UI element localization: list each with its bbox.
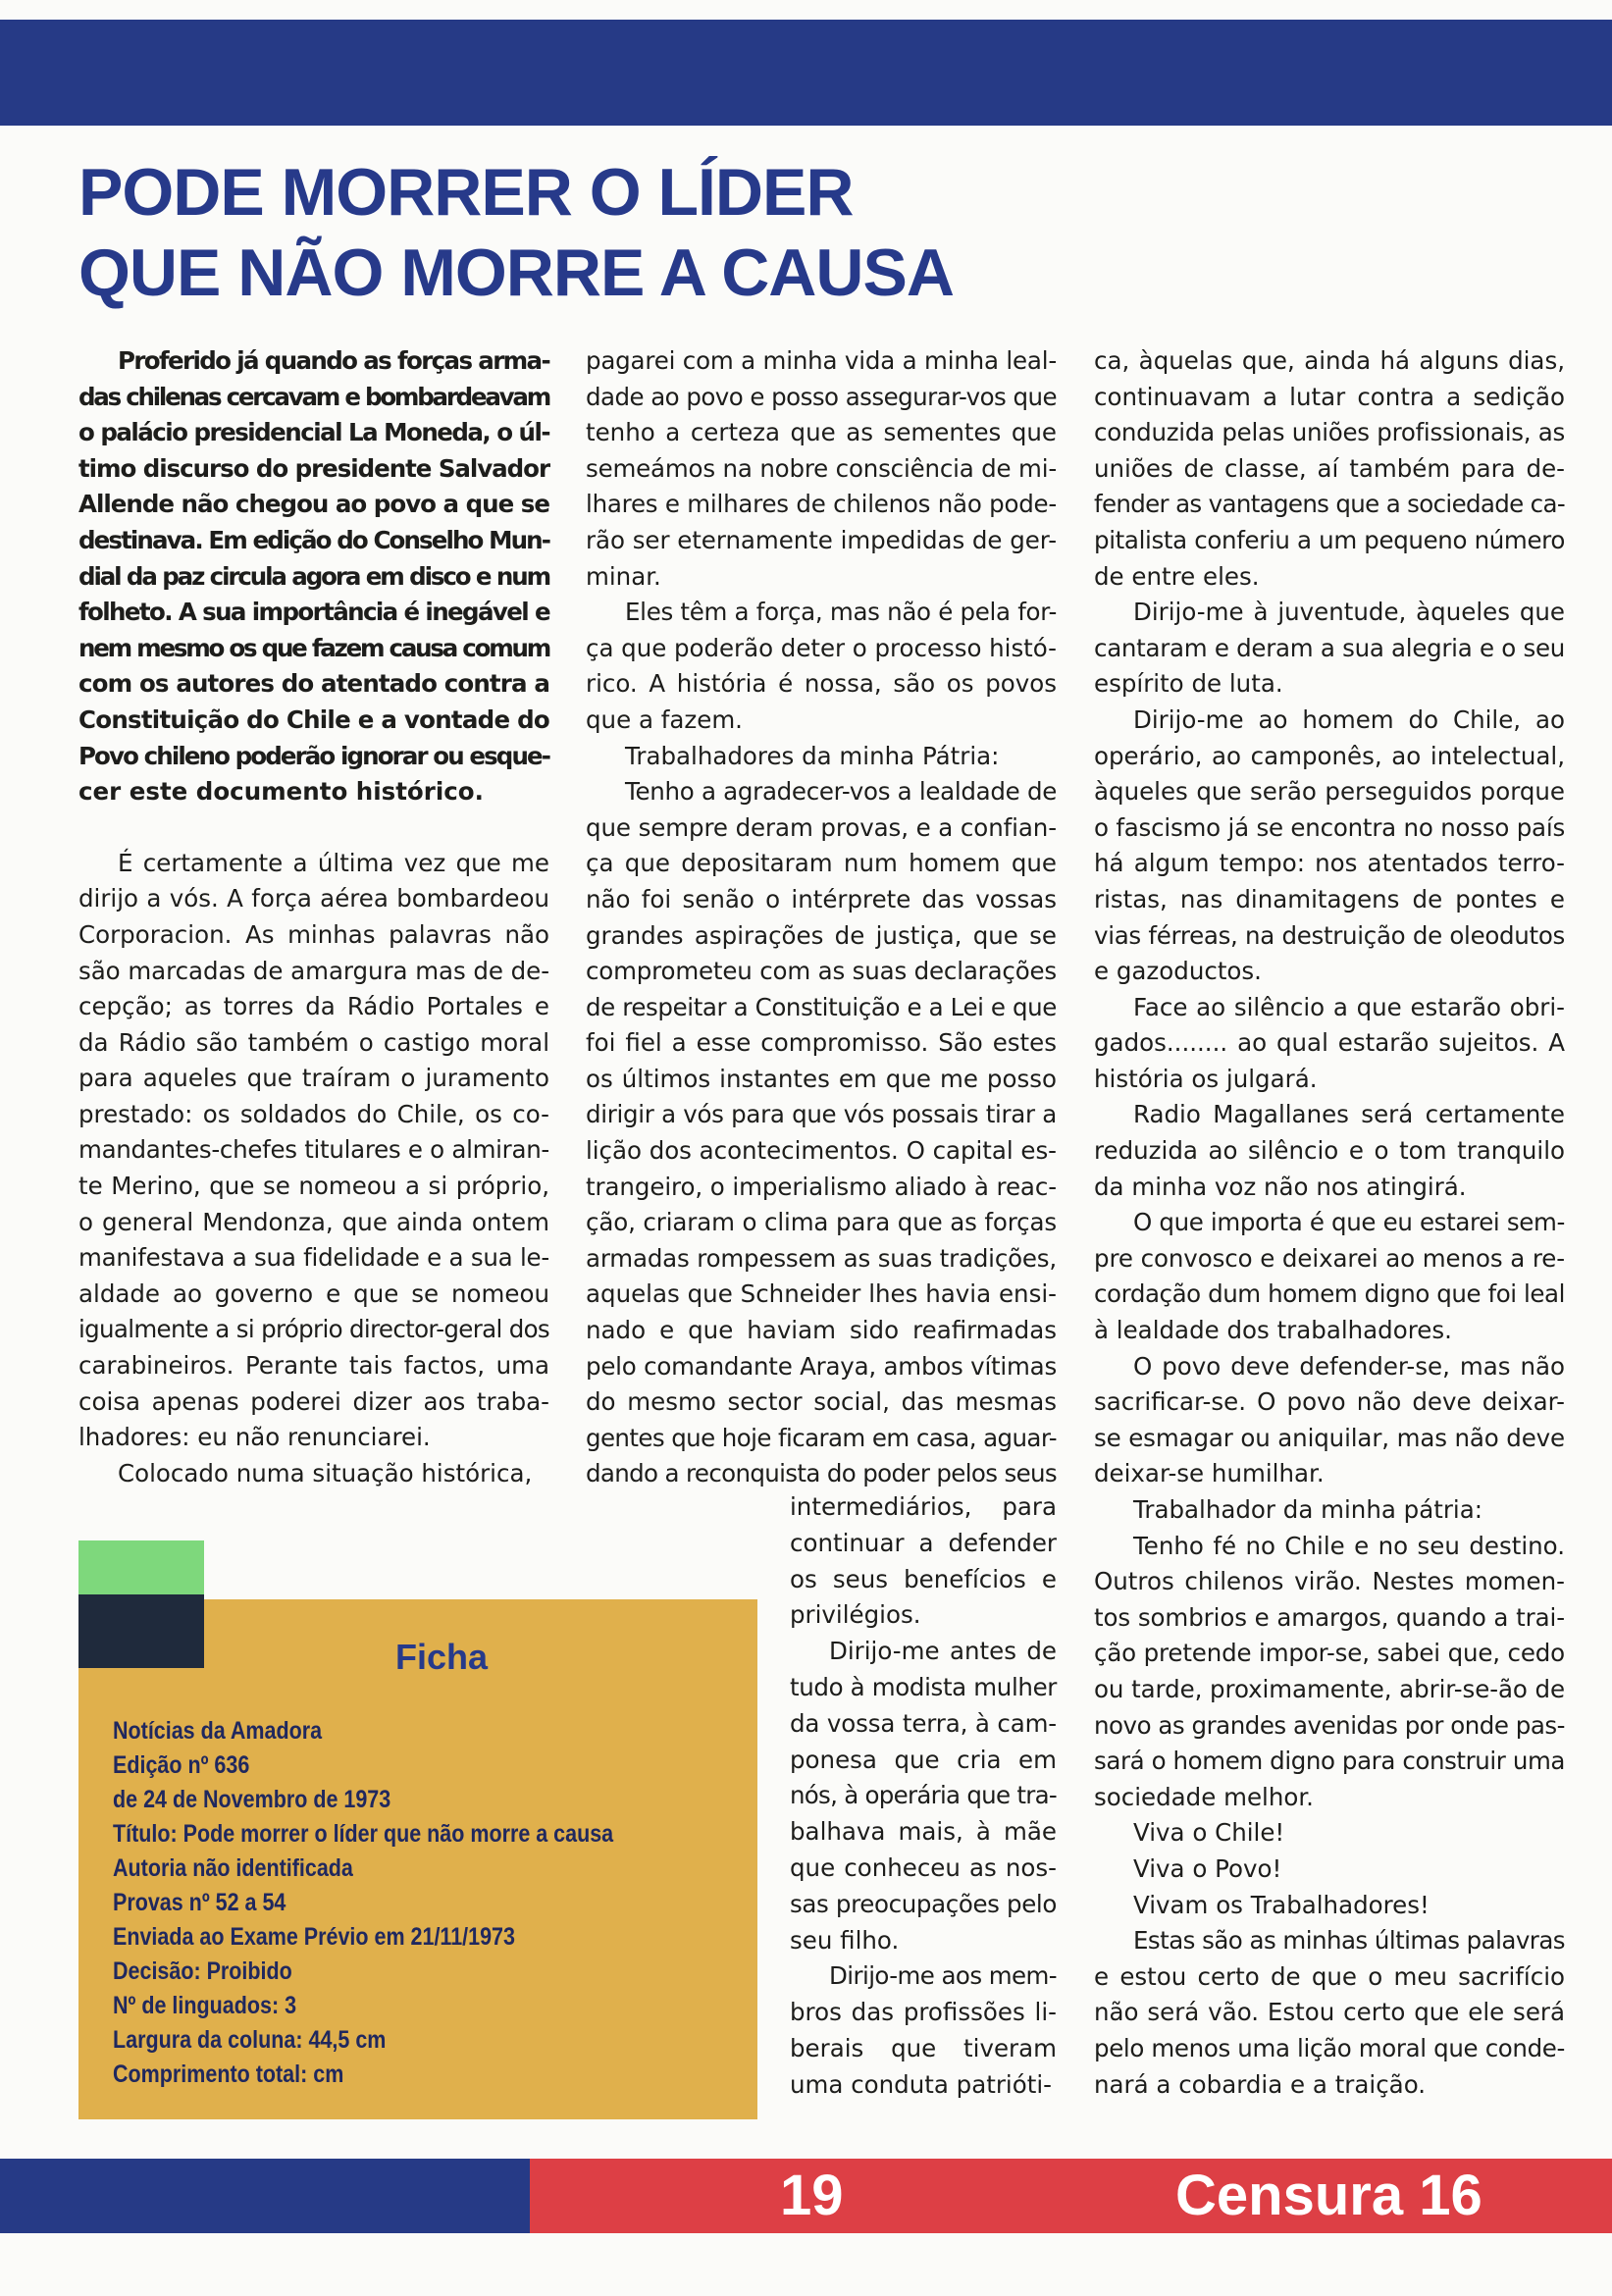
text-line: à lealdade dos trabalhadores. xyxy=(1094,1316,1452,1345)
text-line: dirigir a vós para que vós possais tirar a xyxy=(586,1100,1057,1129)
speech-paragraph: Vivam os Trabalhadores! xyxy=(1133,1890,1430,1919)
text-line: espírito de luta. xyxy=(1094,669,1283,699)
text-line: que a fazem. xyxy=(586,704,743,734)
text-line: reduzida ao silêncio e o tom tranquilo xyxy=(1094,1136,1565,1166)
text-line: Outros chilenos virão. Nestes momen- xyxy=(1094,1567,1565,1596)
text-line: os seus benefícios e xyxy=(790,1564,1057,1593)
text-line: privilégios. xyxy=(790,1600,921,1630)
text-line: sas preocupações pelo xyxy=(790,1889,1057,1918)
text-line: dade ao povo e posso assegurar-vos que xyxy=(586,382,1057,411)
speech-paragraph xyxy=(1094,343,1565,595)
text-line: Constituição do Chile e a vontade do xyxy=(78,704,549,734)
text-line: ça que poderão deter o processo histó- xyxy=(586,633,1057,662)
text-line: coisa apenas poderei dizer aos traba- xyxy=(78,1386,549,1416)
text-line: balhava mais, à mãe xyxy=(790,1817,1057,1847)
text-line: aldade ao governo e que se nomeou xyxy=(78,1278,549,1308)
speech-paragraph xyxy=(586,595,1057,738)
text-line: os últimos instantes em que me posso xyxy=(586,1064,1057,1093)
text-line: seu filho. xyxy=(790,1925,900,1955)
text-line: conduzida pelas uniões profissionais, as xyxy=(1094,418,1565,447)
text-line: pagarei com a minha vida a minha leal- xyxy=(586,346,1057,375)
text-line: rico. A história é nossa, são os povos xyxy=(586,669,1057,699)
ficha-accent-green xyxy=(78,1540,204,1594)
text-line: continuar a defender xyxy=(790,1528,1057,1557)
text-line: Tenho a agradecer-vos a lealdade de xyxy=(625,777,1057,807)
text-line: foi fiel a esse compromisso. São estes xyxy=(586,1028,1057,1058)
text-line: trangeiro, o imperialismo aliado à reac- xyxy=(586,1172,1057,1201)
text-line: que conheceu as nos- xyxy=(790,1852,1057,1882)
speech-paragraph xyxy=(1094,1349,1565,1492)
ficha-accent-dark xyxy=(78,1594,204,1668)
speech-paragraph xyxy=(1094,595,1565,703)
speech-paragraph: Colocado numa situação histórica, xyxy=(118,1458,533,1487)
text-line: lhadores: eu não renunciarei. xyxy=(78,1423,431,1452)
speech-paragraph xyxy=(1094,1097,1565,1205)
title-line: PODE MORRER O LÍDER xyxy=(78,155,854,230)
text-line: gentes que hoje ficaram em casa, aguar- xyxy=(586,1423,1057,1452)
ficha-details xyxy=(113,1714,613,2092)
text-line: ca, àquelas que, ainda há alguns dias, xyxy=(1094,346,1565,375)
text-line: da vossa terra, à cam- xyxy=(790,1708,1057,1738)
text-line: ção pretende impor-se, sabei que, cedo xyxy=(1094,1639,1565,1668)
text-line: pelo comandante Araya, ambos vítimas xyxy=(586,1351,1057,1381)
text-line: grandes aspirações de justiça, que se xyxy=(586,920,1057,950)
text-line: Face ao silêncio a que estarão obri- xyxy=(1133,992,1565,1021)
speech-paragraph: Trabalhador da minha pátria: xyxy=(1133,1495,1482,1524)
section-title: Censura 16 xyxy=(1175,2164,1482,2227)
text-line: dando a reconquista do poder pelos seus xyxy=(586,1459,1057,1488)
ficha-line: Edição nº 636 xyxy=(113,1751,250,1779)
text-line: dial da paz circula agora em disco e num xyxy=(78,561,549,591)
text-line: da Rádio são também o castigo moral xyxy=(78,1027,549,1057)
text-line: bros das profissões li- xyxy=(790,1998,1057,2027)
text-line: intermediários, para xyxy=(790,1492,1057,1521)
text-line: o palácio presidencial La Moneda, o úl- xyxy=(78,418,549,447)
text-line: O povo deve defender-se, mas não xyxy=(1133,1351,1565,1381)
text-line: carabineiros. Perante tais factos, uma xyxy=(78,1351,549,1381)
text-line: novo as grandes avenidas por onde pas- xyxy=(1094,1710,1565,1740)
text-line: tudo à modista mulher xyxy=(790,1672,1057,1701)
text-line: sociedade melhor. xyxy=(1094,1782,1314,1811)
text-line: sará o homem digno para construir uma xyxy=(1094,1747,1565,1776)
text-line: dirijo a vós. A força aérea bombardeou xyxy=(78,884,549,913)
title-line: QUE NÃO MORRE A CAUSA xyxy=(78,235,954,310)
text-line: É certamente a última vez que me xyxy=(118,848,549,877)
speech-paragraph: Viva o Povo! xyxy=(1133,1853,1282,1883)
text-line: que sempre deram provas, e a confian- xyxy=(586,812,1057,842)
speech-paragraph xyxy=(1094,1205,1565,1348)
text-line: tos sombrios e amargos, quando a trai- xyxy=(1094,1602,1566,1632)
text-line: nem mesmo os que fazem causa comum xyxy=(78,633,549,662)
text-line: ou tarde, proximamente, abrir-se-ão de xyxy=(1094,1674,1565,1703)
text-line: Dirijo-me ao homem do Chile, ao xyxy=(1133,704,1565,734)
article-title xyxy=(78,152,954,313)
text-line: O que importa é que eu estarei sem- xyxy=(1133,1208,1565,1237)
ficha-line: Notícias da Amadora xyxy=(113,1717,323,1745)
text-line: te Merino, que se nomeou a si próprio, xyxy=(78,1172,549,1201)
text-line: Estas são as minhas últimas palavras xyxy=(1133,1926,1565,1956)
speech-paragraph xyxy=(1094,1529,1565,1816)
text-line: do mesmo sector social, das mesmas xyxy=(586,1387,1057,1417)
text-line: semeámos na nobre consciência de mi- xyxy=(586,453,1057,483)
text-line: folheto. A sua importância é inegável e xyxy=(78,598,549,627)
text-line: cantaram e deram a sua alegria e o seu xyxy=(1094,633,1565,662)
ficha-line: Enviada ao Exame Prévio em 21/11/1973 xyxy=(113,1923,515,1951)
text-line: nará a cobardia e a traição. xyxy=(1094,2069,1427,2099)
text-line: ça que depositaram num homem que xyxy=(586,849,1057,878)
intro-paragraph xyxy=(78,343,549,810)
text-line: cepção; as torres da Rádio Portales e xyxy=(78,992,549,1021)
top-banner xyxy=(0,20,1612,126)
text-line: continuavam a lutar contra a sedição xyxy=(1094,382,1565,411)
speech-paragraph xyxy=(586,343,1057,595)
ficha-line: Título: Pode morrer o líder que não morre a causa xyxy=(113,1820,614,1848)
text-line: o fascismo já se encontra no nosso país xyxy=(1094,812,1565,842)
speech-paragraph: Viva o Chile! xyxy=(1133,1818,1285,1848)
text-line: Dirijo-me à juventude, àqueles que xyxy=(1133,598,1565,627)
text-line: cordação dum homem digno que foi leal xyxy=(1094,1279,1565,1309)
text-line: Dirijo-me aos mem- xyxy=(829,1961,1057,1991)
text-line: sacrificar-se. O povo não deve deixar- xyxy=(1094,1387,1565,1417)
text-line: aquelas que Schneider lhes havia ensi- xyxy=(586,1279,1057,1309)
text-line: o general Mendonza, que ainda ontem xyxy=(78,1207,549,1236)
text-line: não será vão. Estou certo que ele será xyxy=(1094,1998,1565,2027)
speech-paragraph xyxy=(790,1634,1057,1958)
text-line: destinava. Em edição do Conselho Mun- xyxy=(78,525,549,554)
column-3 xyxy=(1094,343,1565,2103)
speech-paragraph xyxy=(1094,1923,1565,2103)
text-line: há algum tempo: nos atentados terro- xyxy=(1094,849,1565,878)
text-line: Radio Magallanes será certamente xyxy=(1133,1100,1565,1129)
page-number: 19 xyxy=(780,2164,844,2227)
ficha-line: Comprimento total: cm xyxy=(113,2061,344,2088)
speech-paragraph xyxy=(790,1489,1057,1634)
text-line: Proferido já quando as forças arma- xyxy=(118,346,549,375)
text-line: uniões de classe, aí também para de- xyxy=(1094,453,1565,483)
ficha-line: Autoria não identificada xyxy=(113,1854,353,1882)
speech-paragraph xyxy=(1094,703,1565,990)
text-line: se esmagar ou aniquilar, mas não deve xyxy=(1094,1423,1565,1452)
text-line: vias férreas, na destruição de oleodutos xyxy=(1094,920,1565,950)
text-line: tenho a certeza que as sementes que xyxy=(586,418,1057,447)
text-line: não foi senão o intérprete das vossas xyxy=(586,884,1057,913)
text-line: cer este documento histórico. xyxy=(78,777,484,807)
text-line: história os julgará. xyxy=(1094,1064,1318,1093)
text-line: pre convosco e deixarei ao menos a re- xyxy=(1094,1243,1565,1273)
text-line: ristas, nas dinamitagens de pontes e xyxy=(1094,884,1565,913)
column-1 xyxy=(78,343,549,1491)
text-line: de entre eles. xyxy=(1094,561,1260,591)
ficha-line: Decisão: Proibido xyxy=(113,1957,292,1985)
column-2 xyxy=(586,343,1057,1492)
speech-paragraph: Trabalhadores da minha Pátria: xyxy=(625,741,1000,770)
ficha-title: Ficha xyxy=(395,1637,489,1677)
text-line: lhares e milhares de chilenos não pode- xyxy=(586,490,1057,519)
text-line: mandantes-chefes titulares e o almiran- xyxy=(78,1135,549,1165)
speech-paragraph xyxy=(1094,990,1565,1098)
text-line: uma conduta patrióti- xyxy=(790,2069,1052,2099)
text-line: Povo chileno poderão ignorar ou esque- xyxy=(78,741,549,770)
text-line: manifestava a sua fidelidade e a sua le- xyxy=(78,1243,549,1273)
text-line: armadas rompessem as suas tradições, xyxy=(586,1243,1057,1273)
text-line: pelo menos uma lição moral que conde- xyxy=(1094,2033,1565,2062)
text-line: minar. xyxy=(586,561,661,591)
text-line: Eles têm a força, mas não é pela for- xyxy=(625,598,1057,627)
text-line: de respeitar a Constituição e a Lei e que xyxy=(586,992,1057,1021)
text-line: nado e que haviam sido reafirmadas xyxy=(586,1316,1057,1345)
ficha-line: de 24 de Novembro de 1973 xyxy=(113,1786,391,1813)
text-line: fender as vantagens que a sociedade ca- xyxy=(1094,490,1565,519)
text-line: igualmente a si próprio director-geral dos xyxy=(78,1315,549,1344)
text-line: deixar-se humilhar. xyxy=(1094,1459,1325,1488)
ficha-line: Largura da coluna: 44,5 cm xyxy=(113,2026,387,2054)
text-line: das chilenas cercavam e bombardeavam xyxy=(78,382,549,411)
text-line: nós, à operária que tra- xyxy=(790,1781,1057,1810)
text-line: berais que tiveram xyxy=(790,2033,1057,2062)
text-line: Allende não chegou ao povo a que se xyxy=(78,490,549,519)
text-line: e gazoductos. xyxy=(1094,957,1262,986)
speech-paragraph xyxy=(78,846,549,1456)
text-line: timo discurso do presidente Salvador xyxy=(78,453,549,483)
text-line: gados........ ao qual estarão sujeitos. A xyxy=(1094,1028,1565,1058)
text-line: rão ser eternamente impedidas de ger- xyxy=(586,525,1057,554)
ficha-line: Nº de linguados: 3 xyxy=(113,1992,297,2019)
text-line: prestado: os soldados do Chile, os co- xyxy=(78,1099,549,1128)
text-line: Dirijo-me antes de xyxy=(829,1637,1057,1666)
speech-paragraph xyxy=(586,774,1057,1492)
footer-bar-blue xyxy=(0,2159,530,2233)
ficha-line: Provas nº 52 a 54 xyxy=(113,1889,286,1916)
text-line: e estou certo de que o meu sacrifício xyxy=(1094,1961,1565,1991)
text-line: lição dos acontecimentos. O capital es- xyxy=(586,1136,1057,1166)
speech-paragraph xyxy=(790,1958,1057,2103)
text-line: ponesa que cria em xyxy=(790,1745,1057,1774)
text-line: comprometeu com as suas declarações xyxy=(586,957,1058,986)
text-line: com os autores do atentado contra a xyxy=(78,669,549,699)
text-line: pitalista conferiu a um pequeno número xyxy=(1094,525,1565,554)
text-line: àqueles que serão perseguidos porque xyxy=(1094,777,1565,807)
text-line: para aqueles que traíram o juramento xyxy=(78,1064,549,1093)
text-line: operário, ao camponês, ao intelectual, xyxy=(1094,741,1565,770)
text-line: ção, criaram o clima para que as forças xyxy=(586,1208,1057,1237)
text-line: da minha voz não nos atingirá. xyxy=(1094,1172,1467,1201)
text-line: Tenho fé no Chile e no seu destino. xyxy=(1133,1531,1565,1560)
text-line: são marcadas de amargura mas de de- xyxy=(78,956,549,985)
column-2-narrow xyxy=(790,1489,1057,2104)
text-line: Corporacion. As minhas palavras não xyxy=(78,919,549,949)
